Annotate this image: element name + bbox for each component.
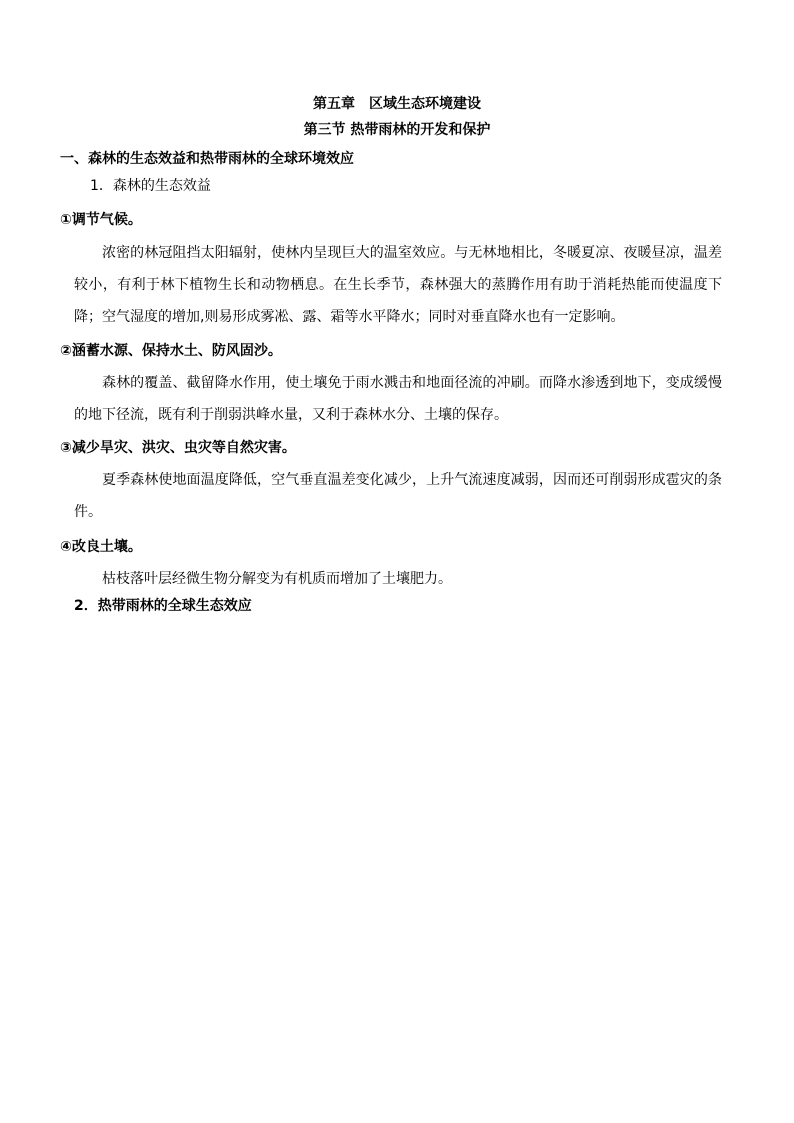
benefit-2-heading: ②涵蓄水源、保持水土、防风固沙。: [60, 343, 282, 359]
benefit-4-heading: ④改良土壤。: [60, 539, 142, 555]
sub-one-heading: 1．森林的生态效益: [90, 178, 211, 194]
part-one-heading: 一、森林的生态效益和热带雨林的全球环境效应: [60, 151, 354, 167]
benefit-1-text: 浓密的林冠阻挡太阳辐射，使林内呈现巨大的温室效应。与无林地相比，冬暖夏凉、夜暖昼凉，温差较小，有利于林下植物生长和动物栖息。在生长季节，森林强大的蒸腾作用有助于消耗热能而使温度下降；空气湿度的增加,则易形成雾凇、露、霜等水平降水；同时对垂直降水也有一定影响。: [74, 245, 722, 325]
benefit-2-text: 森林的覆盖、截留降水作用，使土壤免于雨水溅击和地面径流的冲刷。而降水渗透到地下，变成缓慢的地下径流，既有利于削弱洪峰水量，又利于森林水分、土壤的保存。: [74, 375, 722, 423]
benefit-3-heading: ③减少旱灾、洪灾、虫灾等自然灾害。: [60, 440, 296, 456]
sub-two-heading: 2．热带雨林的全球生态效应: [74, 598, 252, 614]
section-title: 第三节 热带雨林的开发和保护: [303, 122, 491, 138]
chapter-title: 第五章 区域生态环境建设: [313, 96, 481, 112]
benefit-1-heading: ①调节气候。: [60, 212, 142, 228]
benefit-3-text: 夏季森林使地面温度降低，空气垂直温差变化减少，上升气流速度减弱，因而还可削弱形成雹灾的条件。: [74, 472, 722, 520]
benefit-4-text: 枯枝落叶层经微生物分解变为有机质而增加了土壤肥力。: [102, 571, 452, 587]
